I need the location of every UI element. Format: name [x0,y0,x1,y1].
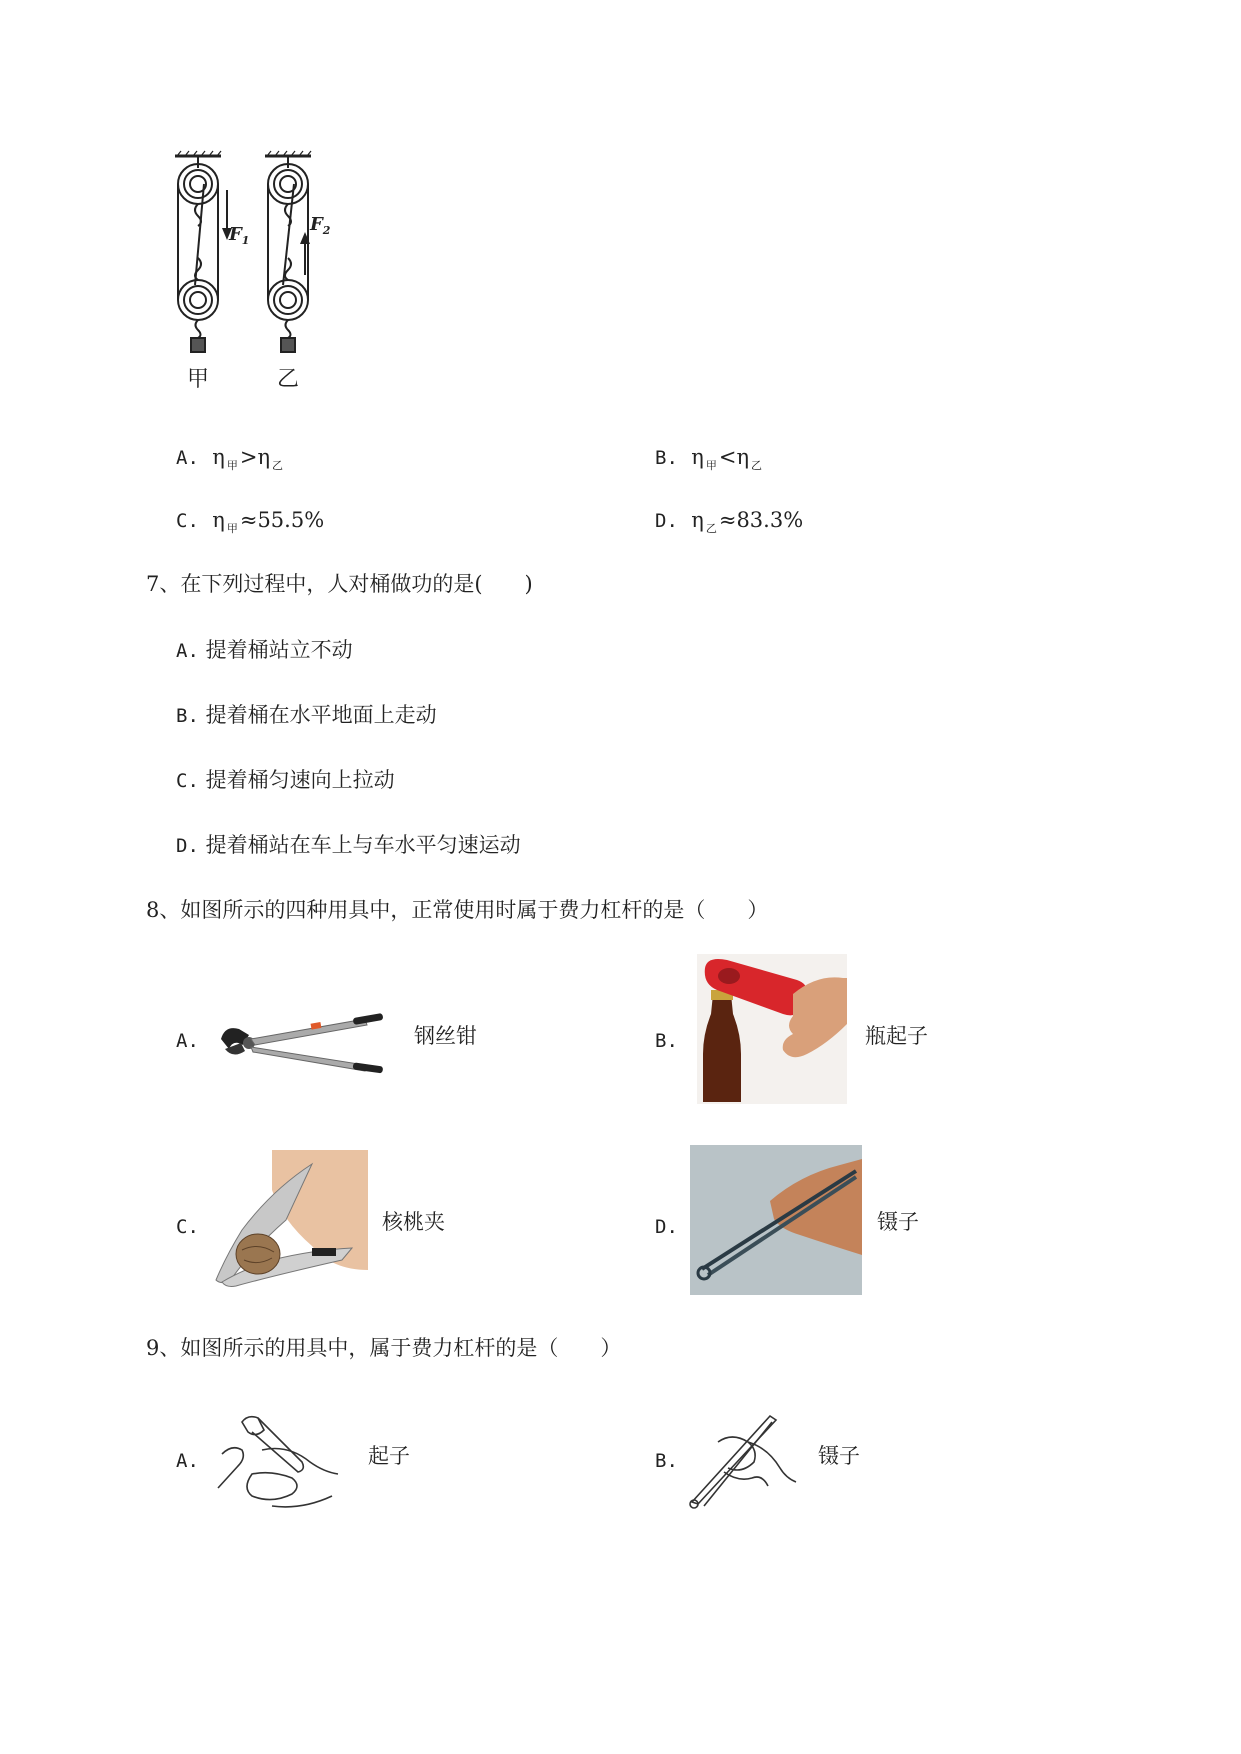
q8-option-c-label: 核桃夹 [382,1210,445,1234]
q9-option-a-label: 起子 [368,1444,410,1468]
force1-label: $F_1$ [229,224,250,247]
q7-stem: 7、在下列过程中，人对桶做功的是( ) [146,572,533,596]
q8-option-b-label: 瓶起子 [865,1024,928,1048]
pulley-system-figure [165,150,345,410]
opener-sketch-image [212,1414,342,1510]
q7-option-c[interactable]: C. 提着桶匀速向上拉动 [176,768,395,792]
q9-option-b-letter[interactable]: B. [655,1450,678,1472]
label-yi: 乙 [277,367,300,392]
q7-option-b[interactable]: B. 提着桶在水平地面上走动 [176,703,437,727]
q6-option-b[interactable]: B. η $_甲$<η $_乙$ [655,445,763,472]
q8-option-a-label: 钢丝钳 [414,1024,477,1048]
ceiling-jia [175,151,221,156]
tweezers-image [690,1145,862,1295]
q6-option-c[interactable]: C. η $_甲$≈55.5% [176,508,325,535]
ceiling-yi [265,151,311,156]
bottle-opener-image [697,954,847,1104]
pulley-jia [178,156,218,352]
nutcracker-image [212,1150,368,1290]
pulley-yi [268,156,308,352]
tweezers-sketch-image [688,1412,800,1512]
q8-option-a-letter[interactable]: A. [176,1030,199,1052]
q8-option-c-letter[interactable]: C. [176,1216,199,1238]
q9-option-a-letter[interactable]: A. [176,1450,199,1472]
q6-option-a[interactable]: A. η $_甲$>η $_乙$ [176,445,284,472]
wire-pliers-image [215,1005,390,1080]
q8-option-d-label: 镊子 [877,1210,919,1234]
q6-option-d[interactable]: D. η $_乙$≈83.3% [655,508,804,535]
q7-option-a[interactable]: A. 提着桶站立不动 [176,638,353,662]
force2-label: $F_2$ [310,214,331,237]
q8-stem: 8、如图所示的四种用具中，正常使用时属于费力杠杆的是（ ） [146,898,769,922]
q8-option-b-letter[interactable]: B. [655,1030,678,1052]
q9-option-b-label: 镊子 [818,1444,860,1468]
label-jia: 甲 [187,367,210,392]
q7-option-d[interactable]: D. 提着桶站在车上与车水平匀速运动 [176,833,521,857]
q8-option-d-letter[interactable]: D. [655,1216,678,1238]
q9-stem: 9、如图所示的用具中，属于费力杠杆的是（ ） [146,1336,622,1360]
